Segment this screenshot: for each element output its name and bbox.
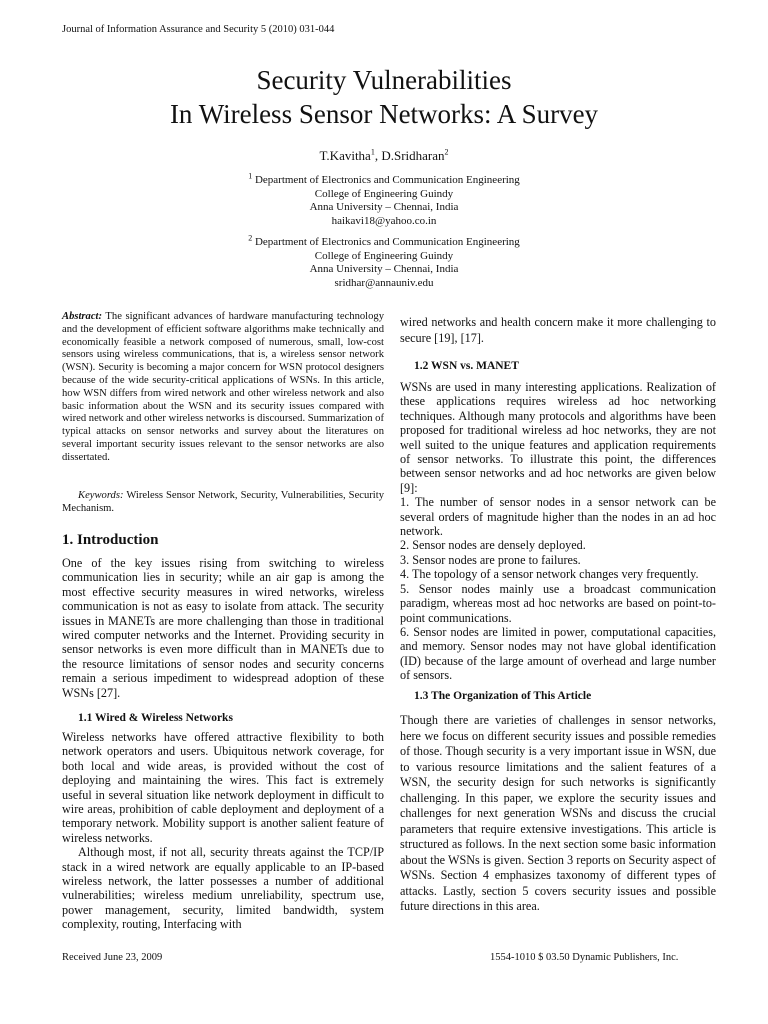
affiliation-2-email: sridhar@annauniv.edu xyxy=(334,276,434,289)
affiliation-2-college: College of Engineering Guindy xyxy=(314,249,454,262)
received-date: Received June 23, 2009 xyxy=(62,952,163,963)
list-item: 4. The topology of a sensor network changes very frequently. xyxy=(400,567,699,582)
author-1-sup: 1 xyxy=(370,147,375,157)
right-column-continuation: wired networks and health concern make it more challenging to secure [19], [17]. xyxy=(400,315,716,345)
abstract xyxy=(62,311,384,465)
abstract-text: The significant advances of hardware manufacturing technology and the development of efficient software algorithms make technically and economically feasible a network composed of numerous, small, low-cost sensors using wireless communications, that is, a wireless sensor network (WSN). Security is becoming a major concern for WSN protocol designers because of the wide security-critical applications of WSNs. In this article, how WSN differs from wired network and other wireless network and also basic information about the WSN and its security issues compared with wired network and other wireless networks is discoursed. Summarization of typical attacks on sensor networks and survey about the literatures on several important security issues relevant to the sensor networks are also dissertated. xyxy=(62,311,384,463)
publisher-info: 1554-1010 $ 03.50 Dynamic Publishers, Inc. xyxy=(490,952,679,963)
section-1-2-intro: WSNs are used in many interesting applications. Realization of these applications requires wireless ad hoc networking techniques. Although many protocols and algorithms have been proposed for traditional wireless ad hoc networks, they are not well suited to the unique features and application requirements of sensor networks. To illustrate this point, the differences between sensor networks and ad hoc networks are given below [9]: xyxy=(400,380,716,495)
section-1-heading: 1. Introduction xyxy=(62,532,159,548)
affiliation-1-sup: 1 xyxy=(248,171,253,181)
journal-header: Journal of Information Assurance and Security 5 (2010) 031-044 xyxy=(62,24,335,35)
paper-title-line1: Security Vulnerabilities xyxy=(256,65,512,95)
list-item: 3. Sensor nodes are prone to failures. xyxy=(400,552,581,567)
author-separator: , xyxy=(374,148,382,163)
affiliation-2-univ: Anna University – Chennai, India xyxy=(309,263,459,275)
section-1-paragraph: One of the key issues rising from switching to wireless communication lies in security; while an air gap is among the most effective security measures in wired networks, wireless communication is not as easy to isolate from attack. The security issues in MANETs are more challenging than those in traditional wired computer networks and the Internet. Providing security in sensor networks is even more difficult than in MANETs due to the resource limitations of sensor nodes and security concerns remain a serious impediment to widespread adoption of these WSNs [27]. xyxy=(62,556,384,700)
section-1-2-body xyxy=(400,380,716,683)
affiliation-2-dept: Department of Electronics and Communication Engineering xyxy=(252,236,520,248)
affiliation-1-univ: Anna University – Chennai, India xyxy=(309,201,459,213)
author-1: T.Kavitha xyxy=(319,148,371,163)
list-item: 2. Sensor nodes are densely deployed. xyxy=(400,538,586,553)
list-item: 1. The number of sensor nodes in a sensor network can be several orders of magnitude higher than the nodes in an ad hoc network. xyxy=(400,495,716,539)
affiliation-2-sup: 2 xyxy=(248,233,253,243)
section-1-3-paragraph: Though there are varieties of challenges in sensor networks, here we focus on different security issues and possible remedies of those. Though security is a very important issue in WSN, due to various resource limitations and the salient features of a WSN, the security design for such networks is significantly challenging. In this paper, we explore the security issues and challenges for next generation WSNs and discuss the crucial parameters that require extensive investigations. This article is structured as follows. In the next section some basic information about the WSNs is given. Section 3 reports on Security aspect of WSNs. Section 4 emphasizes taxonomy of different types of attacks. Lastly, section 5 covers security issues and possible future directions in this area. xyxy=(400,713,716,913)
section-1-1-paragraph-1: Wireless networks have offered attractive flexibility to both network operators and users. Ubiquitous network coverage, for both local and wide areas, is provided without the cost of deploying and maintaining the wires. This fact is extremely useful in several situation like network deployment in difficult to wire areas, prohibition of cable deployment and deployment of a temporary network. Mobility support is another salient feature of wireless networks. xyxy=(62,730,384,845)
list-item: 6. Sensor nodes are limited in power, computational capacities, and memory. Sensor nodes may not have global identification (ID) because of the large amount of overhead and large number of sensors. xyxy=(400,624,716,683)
affiliation-1-dept: Department of Electronics and Communication Engineering xyxy=(252,174,520,186)
affiliation-1-college: College of Engineering Guindy xyxy=(314,187,454,200)
affiliation-1-email: haikavi18@yahoo.co.in xyxy=(331,214,437,227)
paper-title-line2: In Wireless Sensor Networks: A Survey xyxy=(169,99,599,129)
author-2-sup: 2 xyxy=(444,147,449,157)
section-1-1-heading: 1.1 Wired & Wireless Networks xyxy=(78,712,233,724)
author-line xyxy=(0,148,768,164)
section-1-1-body xyxy=(62,730,384,932)
keywords xyxy=(62,490,384,516)
affiliation-1 xyxy=(0,171,768,228)
author-2: D.Sridharan xyxy=(381,148,445,163)
section-1-2-heading: 1.2 WSN vs. MANET xyxy=(414,360,519,372)
abstract-label: Abstract: xyxy=(62,311,103,322)
list-item: 5. Sensor nodes mainly use a broadcast communication paradigm, whereas most ad hoc networks are based on point-to-point communications. xyxy=(400,581,716,625)
section-1-1-paragraph-2: Although most, if not all, security threats against the TCP/IP stack in a wired network are equally applicable to an IP-based wireless network, the latter possesses a number of additional vulnerabilities; wireless medium unreliability, spectrum use, power management, security, limited bandwidth, system complexity, routing, Interfacing with xyxy=(62,845,384,932)
section-1-3-heading: 1.3 The Organization of This Article xyxy=(414,690,592,702)
keywords-label: Keywords: xyxy=(78,490,124,501)
affiliation-2 xyxy=(0,233,768,290)
keywords-text: Wireless Sensor Network, Security, Vulnerabilities, Security Mechanism. xyxy=(62,490,384,514)
